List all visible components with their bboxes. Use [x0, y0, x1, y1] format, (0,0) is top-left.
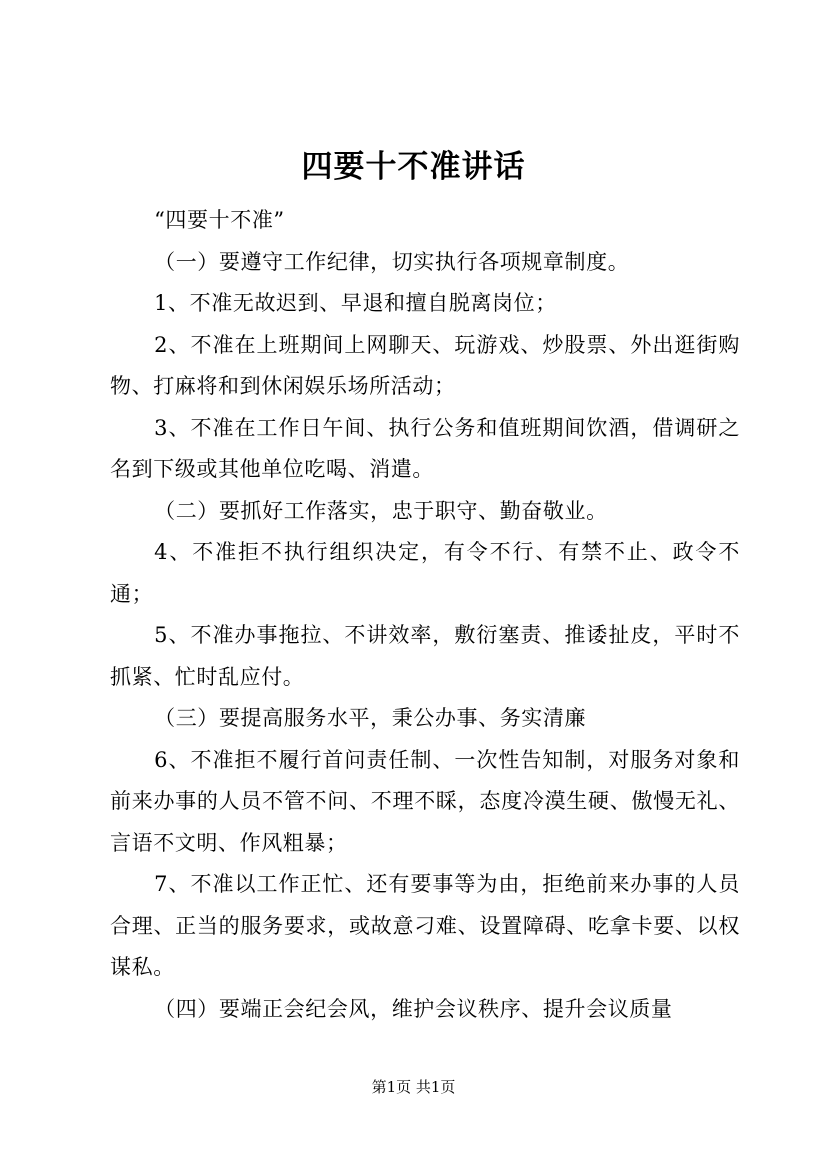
paragraph-item-6: 6、不准拒不履行首问责任制、一次性告知制，对服务对象和前来办事的人员不管不问、不理不睬，态度冷漠生硬、傲慢无礼、言语不文明、作风粗暴；	[110, 747, 740, 855]
document-body	[110, 200, 740, 1030]
paragraph-section-2: （二）要抓好工作落实，忠于职守、勤奋敬业。	[154, 498, 608, 523]
paragraph-section-3: （三）要提高服务水平，秉公办事、务实清廉	[154, 706, 587, 730]
paragraph-section-4: （四）要端正会纪会风，维护会议秩序、提升会议质量	[154, 996, 673, 1021]
page-footer: 第1页 共1页	[371, 1078, 456, 1096]
paragraph-item-1: 1、不准无故迟到、早退和擅自脱离岗位；	[154, 291, 557, 315]
paragraph-item-5: 5、不准办事拖拉、不讲效率，敷衍塞责、推诿扯皮，平时不抓紧、忙时乱应付。	[110, 623, 740, 689]
paragraph-heading: “四要十不准”	[154, 208, 285, 232]
paragraph-item-2: 2、不准在上班期间上网聊天、玩游戏、炒股票、外出逛街购物、打麻将和到休闲娱乐场所活动；	[110, 332, 740, 398]
paragraph-section-1: （一）要遵守工作纪律，切实执行各项规章制度。	[154, 249, 630, 274]
paragraph-item-3: 3、不准在工作日午间、执行公务和值班期间饮酒，借调研之名到下级或其他单位吃喝、消遣。	[110, 415, 740, 481]
paragraph-item-7: 7、不准以工作正忙、还有要事等为由，拒绝前来办事的人员合理、正当的服务要求，或故意刁难、设置障碍、吃拿卡要、以权谋私。	[110, 872, 740, 979]
document-title: 四要十不准讲话	[301, 149, 526, 185]
paragraph-item-4: 4、不准拒不执行组织决定，有令不行、有禁不止、政令不通；	[110, 540, 740, 606]
